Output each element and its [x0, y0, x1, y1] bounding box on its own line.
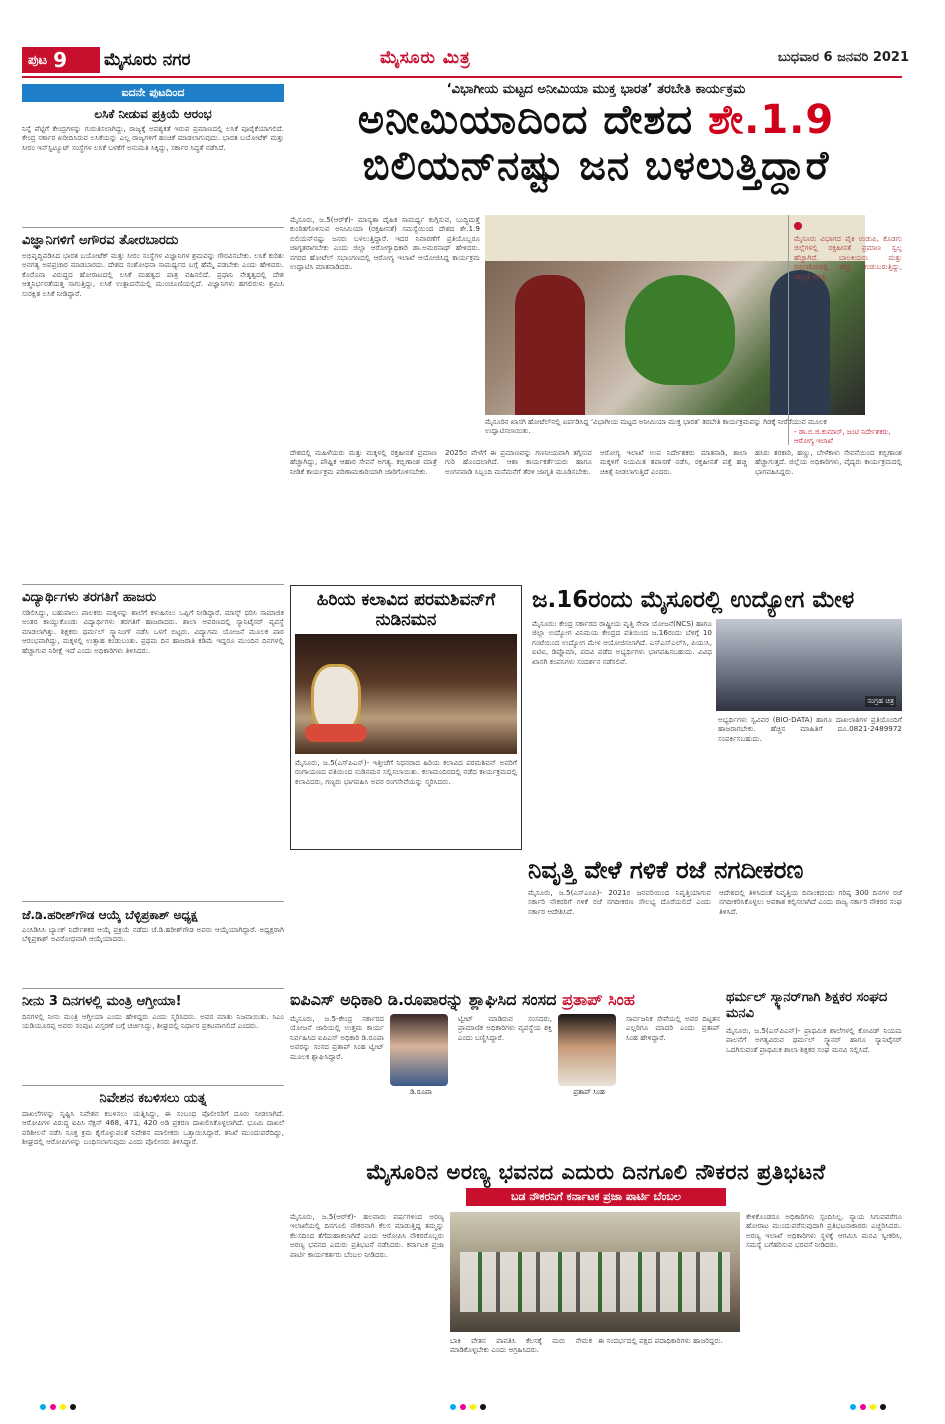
story-headline: ಜೆ.ಡಿ.ಹರೀಶ್‌ಗೌಡ ಆಯ್ಕೆ ಬೆಳ್ಳಿಪ್ರಕಾಶ್ ಅಧ್ಯಕ್ಷ — [22, 908, 198, 922]
lead-body-col: ಹಸಿರು ತರಕಾರಿ, ಹಣ್ಣು, ಬೇಳೆಕಾಳು ಸೇವನೆಯಿಂದ ಕಬ್ಬಿಣಾಂಶ ಹೆಚ್ಚಾಗುತ್ತದೆ. ಜಿಲ್ಲೆಯ ಅಧಿಕಾರಿಗಳು, ವೈದ್ಯರು ಕಾರ್ಯಕ್ರಮದಲ್ಲಿ ಭಾಗವಹಿಸಿದ್ದರು. — [755, 448, 902, 476]
masthead-logo: ಮೈಸೂರು ಮಿತ್ರ — [380, 48, 471, 68]
story-body: ಬಾಕಿ ವೇತನ ಪಾವತಿಸಿ ಕೆಲಸಕ್ಕೆ ಮರು ನೇಮಕ ಮಾಡಿಕೊಳ್ಳಬೇಕು ಎಂದು ಆಗ್ರಹಿಸಿದರು. — [450, 1336, 592, 1355]
black-dot — [480, 1404, 486, 1410]
registration-marks — [450, 1404, 486, 1410]
story-headline-text: ಐಪಿಎಸ್ ಅಧಿಕಾರಿ ಡಿ.ರೂಪಾರನ್ನು ಶ್ಲಾಘಿಸಿದ ಸಂಸದ — [290, 990, 557, 1009]
lead-kicker: ‘ವಿಭಾಗೀಯ ಮಟ್ಟದ ಅನೀಮಿಯಾ ಮುಕ್ತ ಭಾರತ’ ತರಬೇತಿ ಕಾರ್ಯಕ್ರಮ — [446, 82, 746, 97]
pull-quote-author: - ಡಾ.ಬಿ.ಜಿ.ಕುಮಾರ್, ಜಂಟಿ ನಿರ್ದೇಶಕರು, ಆರೋಗ್ಯ ಇಲಾಖೆ — [794, 428, 891, 445]
lead-body-col: ಆರೋಗ್ಯ ಇಲಾಖೆ ಉಪ ನಿರ್ದೇಶಕರು ಮಾತನಾಡಿ, ಶಾಲಾ ಮಕ್ಕಳಿಗೆ ನಿಯಮಿತ ತಪಾಸಣೆ ನಡೆಸಿ, ರಕ್ತಹೀನತೆ ಪತ್ತೆ ಹಚ್ಚಿ ಚಿಕಿತ್ಸೆ ನೀಡಲಾಗುತ್ತಿದೆ ಎಂದರು. — [600, 448, 747, 476]
story-body: ಈ ಸಂದರ್ಭದಲ್ಲಿ ಪಕ್ಷದ ಪದಾಧಿಕಾರಿಗಳು ಹಾಜರಿದ್ದರು. — [598, 1336, 723, 1345]
divider — [22, 988, 284, 989]
story-columns — [450, 1336, 740, 1388]
divider — [22, 1085, 284, 1086]
left-column — [22, 80, 284, 1390]
ips-story — [290, 990, 720, 1154]
condolence-photo — [295, 634, 517, 754]
story-body: ಮೈಸೂರು: ಕೇಂದ್ರ ಸರ್ಕಾರದ ರಾಷ್ಟ್ರೀಯ ವೃತ್ತಿ ಸೇವಾ ಯೋಜನೆ(NCS) ಹಾಗೂ ಜಿಲ್ಲಾ ಉದ್ಯೋಗ ವಿನಿಮಯ ಕೇಂದ್ರದ ವತಿಯಿಂದ ಜ.16ರಂದು ಬೆಳಿಗ್ಗೆ 10 ಗಂಟೆಯಿಂದ ಉದ್ಯೋಗ ಮೇಳ ಆಯೋಜಿಸಲಾಗಿದೆ. ಎಸ್‌ಎಸ್‌ಎಲ್‌ಸಿ, ಪಿಯುಸಿ, ಐಟಿಐ, ಡಿಪ್ಲೊಮಾ, ಪದವಿ ಪಡೆದ ಅಭ್ಯರ್ಥಿಗಳು ಭಾಗವಹಿಸಬಹುದು. ವಿವಿಧ ಖಾಸಗಿ ಕಂಪನಿಗಳು ಸಂದರ್ಶನ ನಡೆಸಲಿವೆ. — [532, 619, 712, 666]
lead-body-columns — [290, 448, 902, 578]
lead-headline-line2: ಬಿಲಿಯನ್‌ನಷ್ಟು ಜನ ಬಳಲುತ್ತಿದ್ದಾರೆ — [362, 143, 830, 189]
lead-body-col: 2025ರ ವೇಳೆಗೆ ಈ ಪ್ರಮಾಣವನ್ನು ಗಣನೀಯವಾಗಿ ತಗ್ಗಿಸುವ ಗುರಿ ಹೊಂದಲಾಗಿದೆ. ಆಶಾ ಕಾರ್ಯಕರ್ತೆಯರು ಹಾಗೂ ಅಂಗನವಾಡಿ ಸಿಬ್ಬಂದಿ ಮನೆಮನೆಗೆ ತೆರಳಿ ಜಾಗೃತಿ ಮೂಡಿಸಬೇಕು. — [445, 448, 592, 476]
divider — [22, 901, 284, 902]
lead-body-col: ದೇಶದಲ್ಲಿ ಮಹಿಳೆಯರು ಮತ್ತು ಮಕ್ಕಳಲ್ಲಿ ರಕ್ತಹೀನತೆ ಪ್ರಮಾಣ ಹೆಚ್ಚಾಗಿದ್ದು, ಪೌಷ್ಟಿಕ ಆಹಾರ ಸೇವನೆ ಅಗತ್ಯ. ಕಬ್ಬಿಣಾಂಶ ಮಾತ್ರೆ ನೀಡಿಕೆ ಕಾರ್ಯಕ್ರಮ ಪರಿಣಾಮಕಾರಿಯಾಗಿ ಜಾರಿಗೊಳಿಸಬೇಕು. — [290, 448, 437, 476]
story-body: ಮೈಸೂರು, ಜ.5(ಎಸ್‌ಪಿಎನ್)- ಪ್ರಾಥಮಿಕ ಶಾಲೆಗಳಲ್ಲಿ ಕೋವಿಡ್ ನಿಯಮ ಪಾಲನೆಗೆ ಅಗತ್ಯವಿರುವ ಥರ್ಮಲ್ ಸ್ಕ್ಯಾನರ್ ಹಾಗೂ ಸ್ಯಾನಿಟೈಸರ್ ಒದಗಿಸುವಂತೆ ಪ್ರಾಥಮಿಕ ಶಾಲಾ ಶಿಕ್ಷಕರ ಸಂಘ ಮನವಿ ಸಲ್ಲಿಸಿದೆ. — [726, 1026, 902, 1054]
story-columns — [290, 1014, 720, 1152]
story-headline-name: ಪ್ರತಾಪ್ ಸಿಂಹ — [562, 990, 635, 1009]
mugshot-block — [558, 1014, 620, 1152]
story-headline: ನಿವೃತ್ತಿ ವೇಳೆ ಗಳಿಕೆ ರಜೆ ನಗದೀಕರಣ — [528, 856, 804, 884]
retirement-story — [528, 856, 902, 986]
cyan-dot — [450, 1404, 456, 1410]
bullet-icon — [794, 222, 802, 230]
story-columns — [528, 888, 902, 984]
mugshot-caption: ಪ್ರತಾಪ್ ಸಿಂಹ — [573, 1088, 605, 1096]
magenta-dot — [860, 1404, 866, 1410]
page-label: ಪುಟ — [28, 52, 48, 68]
lead-headline-line1: ಅನೀಮಿಯಾದಿಂದ ದೇಶದ — [357, 97, 694, 143]
cyan-dot — [850, 1404, 856, 1410]
story-body: ಟ್ವೀಟ್ ಮಾಡಿರುವ ಸಂಸದರು, ಪ್ರಾಮಾಣಿಕ ಅಧಿಕಾರಿಗಳು ವ್ಯವಸ್ಥೆಯ ಶಕ್ತಿ ಎಂದು ಬಣ್ಣಿಸಿದ್ದಾರೆ. — [458, 1014, 552, 1042]
story-subhead: ಬಡ ನೌಕರನಿಗೆ ಕರ್ನಾಟಕ ಪ್ರಜಾ ಪಾರ್ಟಿ ಬೆಂಬಲ — [466, 1188, 726, 1206]
lead-headline — [290, 97, 902, 143]
yellow-dot — [470, 1404, 476, 1410]
story-body: ಮೈಸೂರು, ಜ.5(ಎಸ್‌ಪಿಎನ್)- ಇತ್ತೀಚೆಗೆ ನಿಧನರಾದ ಹಿರಿಯ ಕಲಾವಿದ ಪರಮಶಿವನ್ ಅವರಿಗೆ ರಂಗಾಯಣದ ವತಿಯಿಂದ ನುಡಿನಮನ ಸಲ್ಲಿಸಲಾಯಿತು. ಕಲಾಮಂದಿರದಲ್ಲಿ ನಡೆದ ಕಾರ್ಯಕ್ರಮದಲ್ಲಿ ಕಲಾವಿದರು, ಗಣ್ಯರು ಭಾಗವಹಿಸಿ ಅವರ ರಂಗಸೇವೆಯನ್ನು ಸ್ಮರಿಸಿದರು. — [295, 758, 517, 786]
story-headline: ಲಸಿಕೆ ನೀಡುವ ಪ್ರಕ್ರಿಯೆ ಆರಂಭ — [94, 107, 212, 121]
section-title: ಮೈಸೂರು ನಗರ — [104, 50, 191, 70]
condolence-story — [290, 585, 522, 850]
header-rule — [22, 76, 902, 78]
story-body: ನಿನ್ನೆ ಪೆಟ್ಟಿಗೆ ಕೇಂದ್ರಗಳನ್ನು ಗುರುತಿಸಲಾಗಿದ್ದು, ರಾಜ್ಯಕ್ಕೆ ಅವಶ್ಯಕತೆ ಇರುವ ಪ್ರಮಾಣದಲ್ಲಿ ಲಸಿಕೆ ಪೂರೈಕೆಯಾಗಲಿದೆ. ಕೇಂದ್ರ ಸರ್ಕಾರ ಖರೀದಿಸಿರುವ ಲಸಿಕೆಯನ್ನು ಎಲ್ಲ ರಾಜ್ಯಗಳಿಗೆ ಹಂಚಿಕೆ ಮಾಡಲಾಗುವುದು. ಭಾರತ ಬಯೋಟೆಕ್ ಮತ್ತು ಸೀರಂ ಇನ್‌ಸ್ಟಿಟ್ಯೂಟ್ ಸಂಸ್ಥೆಗಳ ಲಸಿಕೆ ಬಳಕೆಗೆ ಅನುಮತಿ ಸಿಕ್ಕಿದ್ದು, ಸರ್ಕಾರ ಸಿದ್ಧತೆ ನಡೆಸಿದೆ. — [22, 124, 284, 152]
story-body: ಮೈಸೂರು, ಜ.5(ಆರ್‌ಕೆ)- ಹಲವಾರು ವರ್ಷಗಳಿಂದ ಅರಣ್ಯ ಇಲಾಖೆಯಲ್ಲಿ ದಿನಗೂಲಿ ನೌಕರನಾಗಿ ಕೆಲಸ ಮಾಡುತ್ತಿದ್ದ ತಮ್ಮನ್ನು ಕೆಲಸದಿಂದ ತೆಗೆದುಹಾಕಲಾಗಿದೆ ಎಂದು ಆರೋಪಿಸಿ ನೌಕರರೊಬ್ಬರು ಅರಣ್ಯ ಭವನದ ಎದುರು ಪ್ರತಿಭಟನೆ ನಡೆಸಿದರು. ಕರ್ನಾಟಕ ಪ್ರಜಾ ಪಾರ್ಟಿ ಕಾರ್ಯಕರ್ತರು ಬೆಂಬಲ ನೀಡಿದರು. — [290, 1212, 444, 1259]
pull-quote — [788, 215, 902, 445]
lead-headline-figure: ಶೇ.1.9 — [708, 97, 835, 143]
job-fair-photo — [716, 619, 902, 711]
story-headline: ನಿವೇಶನ ಕಬಳಿಸಲು ಯತ್ನ — [99, 1091, 207, 1106]
registration-marks — [850, 1404, 886, 1410]
black-dot — [880, 1404, 886, 1410]
story-headline: ವಿಜ್ಞಾನಿಗಳಿಗೆ ಅಗೌರವ ತೋರಬಾರದು — [22, 233, 179, 248]
story-body: ದಾಖಲೆಗಳನ್ನು ಸೃಷ್ಟಿಸಿ ನಿವೇಶನ ಕಬಳಿಸಲು ಯತ್ನಿಸಿದ್ದು, ಈ ಸಂಬಂಧ ಪೊಲೀಸರಿಗೆ ದೂರು ನೀಡಲಾಗಿದೆ. ಆರೋಪಿಗಳ ವಿರುದ್ಧ ಐಪಿಸಿ ಸೆಕ್ಷನ್ 468, 471, 420 ಅಡಿ ಪ್ರಕರಣ ದಾಖಲಿಸಿಕೊಳ್ಳಲಾಗಿದೆ. ಭೂಮಿ ದಾಖಲೆ ಪರಿಶೀಲನೆ ನಡೆಸಿ ಸೂಕ್ತ ಕ್ರಮ ಕೈಗೊಳ್ಳುವಂತೆ ನಿವೇಶನ ಮಾಲೀಕರು ಒತ್ತಾಯಿಸಿದ್ದಾರೆ. ತನಿಖೆ ಮುಂದುವರೆದಿದ್ದು, ಶೀಘ್ರದಲ್ಲಿ ಆರೋಪಿಗಳನ್ನು ಬಂಧಿಸಲಾಗುವುದು ಎಂದು ಪೊಲೀಸರು ತಿಳಿಸಿದ್ದಾರೆ. — [22, 1109, 284, 1147]
dateline: ಬುಧವಾರ 6 ಜನವರಿ 2021 — [777, 50, 909, 65]
mugshot-block — [390, 1014, 452, 1152]
page-header — [0, 0, 945, 80]
job-fair-story — [528, 585, 902, 850]
page-number-badge — [22, 47, 100, 73]
pull-quote-text: ಮೈಸೂರು ವಿಭಾಗದ ಪೈಕಿ ಉಡುಪಿ, ಕೊಡಗು ಜಿಲ್ಲೆಗಳಲ್ಲಿ ರಕ್ತಹೀನತೆ ಪ್ರಮಾಣ ಸ್ವಲ್ಪ ಹೆಚ್ಚಾಗಿದೆ. ಬಾಲಕಿಯರು ಮತ್ತು ಗರ್ಭಿಣಿಯರಲ್ಲಿ ಹೆಚ್ಚು ಕಂಡುಬರುತ್ತಿದ್ದು, ಜಾಗೃತಿ ಅಗತ್ಯ. — [794, 234, 902, 281]
person-figure — [515, 275, 585, 415]
photo-caption: ಸಂಗ್ರಹ ಚಿತ್ರ — [867, 697, 894, 705]
story-body: ಮೈಸೂರು, ಜ.5(ಎಸ್‌ಎಂಪಿ)- 2021ರ ಜನವರಿಯಿಂದ ನಿವೃತ್ತಿಯಾಗುವ ಸರ್ಕಾರಿ ನೌಕರರಿಗೆ ಗಳಿಕೆ ರಜೆ ನಗದೀಕರಣ ಸೌಲಭ್ಯ ದೊರೆಯಲಿದೆ ಎಂದು ಸರ್ಕಾರ ಆದೇಶಿಸಿದೆ. — [528, 888, 711, 916]
story-body: ಅಭ್ಯರ್ಥಿಗಳು ಸ್ವವಿವರ (BIO-DATA) ಹಾಗೂ ದಾಖಲಾತಿಗಳ ಪ್ರತಿಯೊಂದಿಗೆ ಹಾಜರಾಗಬೇಕು. ಹೆಚ್ಚಿನ ಮಾಹಿತಿಗೆ ದೂ.0821-2489972 ಸಂಪರ್ಕಿಸಬಹುದು. — [718, 715, 902, 743]
magenta-dot — [50, 1404, 56, 1410]
registration-marks — [40, 1404, 76, 1410]
story-headline: ಥರ್ಮಲ್ ಸ್ಕ್ಯಾನರ್‌ಗಾಗಿ ಶಿಕ್ಷಕರ ಸಂಘದ ಮನವಿ — [726, 990, 888, 1021]
story-body: ಮೈಸೂರು, ಜ.5-ಕೇಂದ್ರ ಸರ್ಕಾರದ ಯೋಜನೆ ಜಾರಿಯಲ್ಲಿ ಉತ್ತಮ ಕಾರ್ಯ ನಿರ್ವಹಿಸಿದ ಐಪಿಎಸ್ ಅಧಿಕಾರಿ ಡಿ.ರೂಪಾ ಅವರನ್ನು ಸಂಸದ ಪ್ರತಾಪ್ ಸಿಂಹ ಟ್ವೀಟ್ ಮೂಲಕ ಶ್ಲಾಘಿಸಿದ್ದಾರೆ. — [290, 1014, 384, 1061]
plant-pot — [625, 275, 735, 385]
protest-photo — [450, 1212, 740, 1332]
yellow-dot — [60, 1404, 66, 1410]
story-headline: ಜ.16ರಂದು ಮೈಸೂರಲ್ಲಿ ಉದ್ಯೋಗ ಮೇಳ — [532, 587, 855, 613]
black-dot — [70, 1404, 76, 1410]
photo-caption: ಮೈಸೂರಿನ ಖಾಸಗಿ ಹೋಟೆಲ್‌ನಲ್ಲಿ ಏರ್ಪಡಿಸಿದ್ದ ‘ವಿಭಾಗೀಯ ಮಟ್ಟದ ಅನೀಮಿಯಾ ಮುಕ್ತ ಭಾರತ’ ತರಬೇತಿ ಕಾರ್ಯಕ್ರಮವನ್ನು ಗಿಡಕ್ಕೆ ನೀರೆರೆಯುವ ಮೂಲಕ ಉದ್ಘಾಟಿಸಲಾಯಿತು. — [485, 418, 827, 435]
story-headline: ನೀನು 3 ದಿನಗಳಲ್ಲಿ ಮಂತ್ರಿ ಆಗ್ತೀಯಾ! — [22, 994, 182, 1009]
story-body: ಸಡಿಲಿಸಿದ್ದು, ಬಹುಪಾಲು ಪಾಲಕರು ಮಕ್ಕಳನ್ನು ಶಾಲೆಗೆ ಕಳುಹಿಸಲು ಒಪ್ಪಿಗೆ ನೀಡಿದ್ದಾರೆ. ಮಾಸ್ಕ್ ಧರಿಸಿ ಸಾಮಾಜಿಕ ಅಂತರ ಕಾಯ್ದುಕೊಂಡು ವಿದ್ಯಾರ್ಥಿಗಳು ತರಗತಿಗೆ ಹಾಜರಾದರು. ಶಾಲಾ ಆವರಣದಲ್ಲಿ ಸ್ಯಾನಿಟೈಸರ್ ವ್ಯವಸ್ಥೆ ಮಾಡಲಾಗಿತ್ತು. ಶಿಕ್ಷಕರು ಥರ್ಮಲ್ ಸ್ಕ್ಯಾನಿಂಗ್ ನಡೆಸಿ ಒಳಗೆ ಬಿಟ್ಟರು. ವಿದ್ಯಾಗಮ ಯೋಜನೆ ಮೂಲಕ ಪಾಠ ಆರಂಭವಾಗಿದ್ದು, ಮಕ್ಕಳಲ್ಲಿ ಉತ್ಸಾಹ ಕಂಡುಬಂತು. ಪ್ರಥಮ ದಿನ ಹಾಜರಾತಿ ಕಡಿಮೆ ಇದ್ದರೂ ಮುಂದಿನ ದಿನಗಳಲ್ಲಿ ಹೆಚ್ಚಾಗುವ ನಿರೀಕ್ಷೆ ಇದೆ ಎಂದು ಅಧಿಕಾರಿಗಳು ತಿಳಿಸಿದರು. — [22, 608, 284, 655]
mugshot-caption: ಡಿ.ರೂಪಾ — [410, 1088, 432, 1096]
page-number: 9 — [53, 48, 67, 72]
story-headline: ಮೈಸೂರಿನ ಅರಣ್ಯ ಭವನದ ಎದುರು ದಿನಗೂಲಿ ನೌಕರನ ಪ್ರತಿಭಟನೆ — [366, 1160, 826, 1184]
divider — [22, 227, 284, 228]
flower-garland — [305, 724, 367, 742]
story-body: ಅಭಿವೃದ್ಧಿಪಡಿಸಿದ ಭಾರತ ಬಯೋಟೆಕ್ ಮತ್ತು ಸೀರಂ ಸಂಸ್ಥೆಗಳ ವಿಜ್ಞಾನಿಗಳ ಶ್ರಮವನ್ನು ಗೌರವಿಸಬೇಕು. ಲಸಿಕೆ ಕುರಿತು ಅನಗತ್ಯ ಅಪಪ್ರಚಾರ ಮಾಡಬಾರದು. ದೇಶದ ಸಂಶೋಧನಾ ಸಾಮರ್ಥ್ಯದ ಬಗ್ಗೆ ಹೆಮ್ಮೆ ಪಡಬೇಕು ಎಂದು ಹೇಳಿದರು. ಕೊರೊನಾ ವಿರುದ್ಧದ ಹೋರಾಟದಲ್ಲಿ ಲಸಿಕೆ ಮಹತ್ವದ ಪಾತ್ರ ವಹಿಸಲಿದೆ. ಪ್ರಧಾನಿ ನೇತೃತ್ವದಲ್ಲಿ ದೇಶ ಆತ್ಮನಿರ್ಭರತೆಯತ್ತ ಸಾಗುತ್ತಿದ್ದು, ಲಸಿಕೆ ಉತ್ಪಾದನೆಯಲ್ಲಿ ಮುಂಚೂಣಿಯಲ್ಲಿದೆ. ವಿಜ್ಞಾನಿಗಳು ಹಗಲಿರುಳು ಶ್ರಮಿಸಿ ಸುರಕ್ಷಿತ ಲಸಿಕೆ ನೀಡಿದ್ದಾರೆ. — [22, 251, 284, 298]
divider — [22, 584, 284, 585]
mugshot-photo — [558, 1014, 616, 1086]
story-headline: ವಿದ್ಯಾರ್ಥಿಗಳು ತರಗತಿಗೆ ಹಾಜರು — [22, 590, 157, 605]
yellow-dot — [870, 1404, 876, 1410]
story-headline — [290, 990, 720, 1010]
magenta-dot — [460, 1404, 466, 1410]
continued-strip: ಐದನೇ ಪುಟದಿಂದ — [22, 84, 284, 102]
story-body: ಸಾರ್ವಜನಿಕ ಸೇವೆಯಲ್ಲಿ ಅವರ ದಿಟ್ಟತನ ಎಲ್ಲರಿಗೂ ಮಾದರಿ ಎಂದು ಪ್ರತಾಪ್ ಸಿಂಹ ಹೇಳಿದ್ದಾರೆ. — [626, 1014, 720, 1042]
lead-body: ಮೈಸೂರು, ಜ.5(ಆರ್‌ಕೆ)- ಮಾನ್ಯತಾ ದೈಹಿಕ ಸಾಮರ್ಥ್ಯ ಕುಗ್ಗಿಸುವ, ಬುದ್ಧಿಮತ್ತೆ ಕುಂಠಿತಗೊಳಿಸುವ ಅನೀಮಿಯಾ (ರಕ್ತಹೀನತೆ) ಸಮಸ್ಯೆಯಿಂದ ದೇಶದ ಶೇ.1.9 ಬಿಲಿಯನ್‌ನಷ್ಟು ಜನರು ಬಳಲುತ್ತಿದ್ದಾರೆ. ಇದರ ನಿವಾರಣೆಗೆ ಪ್ರತಿಯೊಬ್ಬರೂ ಜಾಗೃತರಾಗಬೇಕು ಎಂದು ಜಿಲ್ಲಾ ಆರೋಗ್ಯಾಧಿಕಾರಿ ಡಾ.ಅಮರನಾಥ್ ಹೇಳಿದರು. ನಗರದ ಹೋಟೆಲ್ ಸಭಾಂಗಣದಲ್ಲಿ ಆರೋಗ್ಯ ಇಲಾಖೆ ಆಯೋಜಿಸಿದ್ದ ಕಾರ್ಯಕ್ರಮ ಉದ್ಘಾಟಿಸಿ ಮಾತನಾಡಿದರು. — [290, 215, 480, 272]
protesters-row — [460, 1252, 730, 1312]
cyan-dot — [40, 1404, 46, 1410]
story-headline: ಹಿರಿಯ ಕಲಾವಿದ ಪರಮಶಿವನ್‌ಗೆ ನುಡಿನಮನ — [316, 590, 496, 630]
mugshot-photo — [390, 1014, 448, 1086]
thermal-scanner-story — [726, 990, 902, 1154]
protest-story — [290, 1158, 902, 1390]
story-body: ಎಂಸಿಡಿಸಿಸಿ ಬ್ಯಾಂಕ್ ನಿರ್ದೇಶಕರ ಆಯ್ಕೆ ಪ್ರಕ್ರಿಯೆ ನಡೆದು ಜೆ.ಡಿ.ಹರೀಶ್‌ಗೌಡ ಅವರು ಆಯ್ಕೆಯಾಗಿದ್ದಾರೆ. ಅಧ್ಯಕ್ಷರಾಗಿ ಬೆಳ್ಳಿಪ್ರಕಾಶ್ ಅವಿರೋಧವಾಗಿ ಆಯ್ಕೆಯಾದರು. — [22, 925, 284, 944]
story-body: ದಿನಗಳಲ್ಲಿ ನೀನು ಮಂತ್ರಿ ಆಗ್ತೀಯಾ ಎಂದು ಹೇಳಿದ್ದರು ಎಂದು ಸ್ಮರಿಸಿದರು. ಅವರ ಮಾತು ನಿಜವಾಯಿತು. ಸಿಎಂ ಯಡಿಯೂರಪ್ಪ ಅವರು ಸಂಪುಟ ವಿಸ್ತರಣೆ ಬಗ್ಗೆ ಚರ್ಚಿಸಿದ್ದು, ಶೀಘ್ರದಲ್ಲಿ ನಿರ್ಧಾರ ಪ್ರಕಟವಾಗಲಿದೆ ಎಂದರು. — [22, 1012, 284, 1031]
story-body: ಆದೇಶದಲ್ಲಿ ತಿಳಿಸಿದಂತೆ ನಿವೃತ್ತಿಯ ದಿನಾಂಕದಂದು ಗರಿಷ್ಠ 300 ದಿನಗಳ ರಜೆ ನಗದೀಕರಿಸಿಕೊಳ್ಳಲು ಅವಕಾಶ ಕಲ್ಪಿಸಲಾಗಿದೆ ಎಂದು ರಾಜ್ಯ ಸರ್ಕಾರಿ ನೌಕರರ ಸಂಘ ತಿಳಿಸಿದೆ. — [719, 888, 902, 916]
lead-story — [290, 80, 902, 580]
story-body: ಕೇಳಿಕೊಂಡರೂ ಅಧಿಕಾರಿಗಳು ಸ್ಪಂದಿಸಿಲ್ಲ. ನ್ಯಾಯ ಸಿಗುವವರೆಗೂ ಹೋರಾಟ ಮುಂದುವರೆಸುವುದಾಗಿ ಪ್ರತಿಭಟನಾಕಾರರು ಎಚ್ಚರಿಸಿದರು. ಅರಣ್ಯ ಇಲಾಖೆ ಅಧಿಕಾರಿಗಳು ಸ್ಥಳಕ್ಕೆ ಆಗಮಿಸಿ ಮನವಿ ಸ್ವೀಕರಿಸಿ, ಸಮಸ್ಯೆ ಬಗೆಹರಿಸುವ ಭರವಸೆ ನೀಡಿದರು. — [746, 1212, 902, 1250]
